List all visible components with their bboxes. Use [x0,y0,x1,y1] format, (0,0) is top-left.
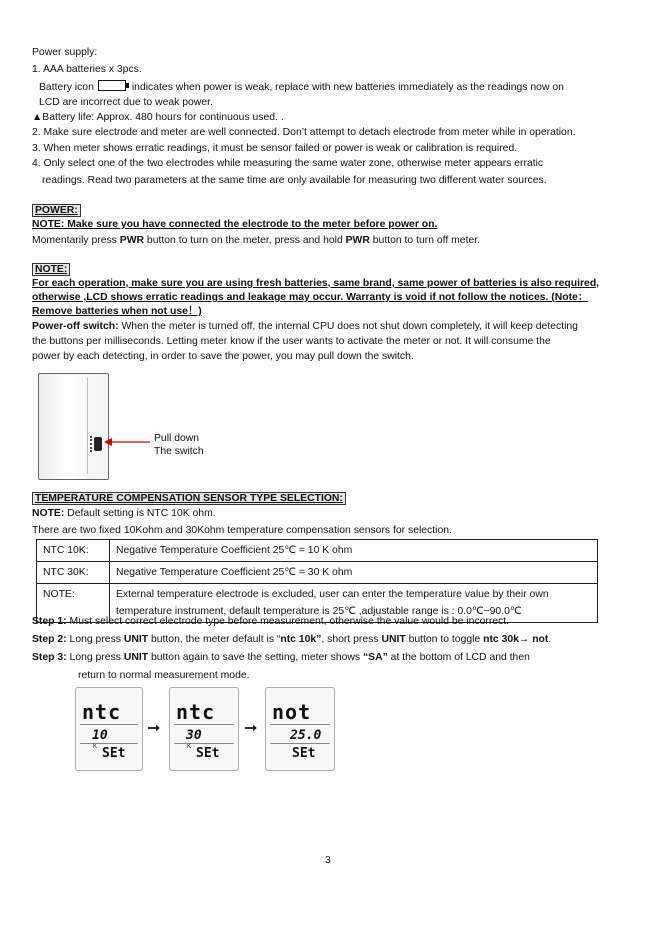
temp-heading: TEMPERATURE COMPENSATION SENSOR TYPE SELECTION: [32,492,346,505]
lcd-divider [80,724,138,725]
page-number: 3 [325,855,331,866]
ntc-key: NOTE: [37,584,110,623]
table-row [37,562,598,584]
power-heading: POWER: [32,204,81,217]
power-note: NOTE: Make sure you have connected the electrode to the meter before power on. [32,219,438,230]
battery-icon-post: indicates when power is weak, replace with new batteries immediately as the readings now on [131,82,564,93]
power-supply-item-3: 3. When meter shows erratic readings, it must be sensor failed or power is weak or calibration is required. [32,143,518,154]
battery-warning-line-2: otherwise ,LCD shows erratic readings and leakage may occur. Warranty is void if not follow the notices. (Note： [32,292,589,303]
note-heading: NOTE: [32,263,70,276]
meter-body-edge [87,378,102,474]
temp-intro: There are two fixed 10Kohm and 30Kohm temperature compensation sensors for selection. [32,525,452,536]
battery-icon [98,80,126,91]
battery-line-2: LCD are incorrect due to weak power. [39,97,213,108]
battery-icon-line [39,80,564,94]
arrow-right-icon: ➞ [147,720,161,737]
lcd-mid-text: 10 [92,728,108,743]
power-off-switch-line-2: the buttons per milliseconds. Letting meter know if the user wants to activate the meter or not. It will consume the [32,336,551,347]
power-supply-item-1: 1. AAA batteries x 3pcs. [32,64,142,75]
battery-life: ▲Battery life: Approx. 480 hours for continuous used. . [32,112,284,123]
lcd-screen-ntc-30 [169,687,239,771]
lcd-mid-text: 25.0 [290,728,322,743]
lcd-top-text: ntc [82,700,122,724]
table-row [37,540,598,562]
lcd-bottom-text: SEt [196,746,220,761]
power-supply-item-4-line-2: readings. Read two parameters at the same time are only available for measuring two different water sources. [42,175,547,186]
battery-warning-line-3: Remove batteries when not use！) [32,306,202,317]
battery-icon-pre: Battery icon [39,82,94,93]
ntc-key: NTC 30K: [37,562,110,584]
lcd-bottom-text: SEt [102,746,126,761]
arrow-right-icon: ➞ [244,720,258,737]
ntc-table [36,539,598,623]
ntc-value: External temperature electrode is excluded, user can enter the temperature value by their own temperature instrument, default temperature is 25℃ ,adjustable range is : 0.0℃~90.0℃ [110,584,598,623]
power-supply-item-2: 2. Make sure electrode and meter are well connected. Don’t attempt to detach electrode from meter while in operation. [32,127,576,138]
power-off-switch-line-1: Power-off switch: When the meter is turned off, the internal CPU does not shut down completely, it will keep detecting [32,321,578,332]
switch-marks [90,436,94,452]
step-2: Step 2: Long press UNIT button, the meter default is “ntc 10k”, short press UNIT button to toggle ntc 30k→ not. [32,634,552,645]
lcd-divider [270,724,330,725]
lcd-divider [80,743,138,744]
step-3-line-2: return to normal measurement mode. [78,670,250,681]
switch-knob-icon [94,437,102,451]
battery-warning-line-1: For each operation, make sure you are using fresh batteries, same brand, same power of batteries is also required, [32,278,600,289]
pull-arrow-icon [104,436,150,448]
power-off-switch-line-3: power by each detecting, in order to save the power, you may pull down the switch. [32,351,414,362]
lcd-bottom-text: SEt [292,746,316,761]
lcd-screen-ntc-10 [75,687,143,771]
ntc-key: NTC 10K: [37,540,110,562]
lcd-mid-text: 30 [186,728,202,743]
lcd-divider [174,743,234,744]
lcd-screen-not [265,687,335,771]
temp-default-note: NOTE: Default setting is NTC 10K ohm. [32,508,216,519]
power-supply-item-4-line-1: 4. Only select one of the two electrodes while measuring the same water zone, otherwise meter appears erratic [32,158,544,169]
ntc-value: Negative Temperature Coefficient 25℃ = 30 K ohm [110,562,598,584]
lcd-divider [270,743,330,744]
lcd-unit-k: K [187,744,192,750]
power-supply-title: Power supply: [32,47,98,58]
lcd-top-text: ntc [176,700,216,724]
power-instructions: Momentarily press PWR button to turn on the meter, press and hold PWR button to turn off meter. [32,235,481,246]
lcd-top-text: not [272,700,312,724]
pull-down-label: Pull down [154,433,200,444]
ntc-value: Negative Temperature Coefficient 25℃ = 10 K ohm [110,540,598,562]
step-1: Step 1: Must select correct electrode type before measurement, otherwise the value would be incorrect. [32,616,510,627]
lcd-unit-k: K [93,744,98,750]
the-switch-label: The switch [154,446,204,457]
lcd-divider [174,724,234,725]
step-3: Step 3: Long press UNIT button again to save the setting, meter shows “SA” at the bottom of LCD and then [32,652,530,663]
meter-switch-figure [38,373,109,480]
